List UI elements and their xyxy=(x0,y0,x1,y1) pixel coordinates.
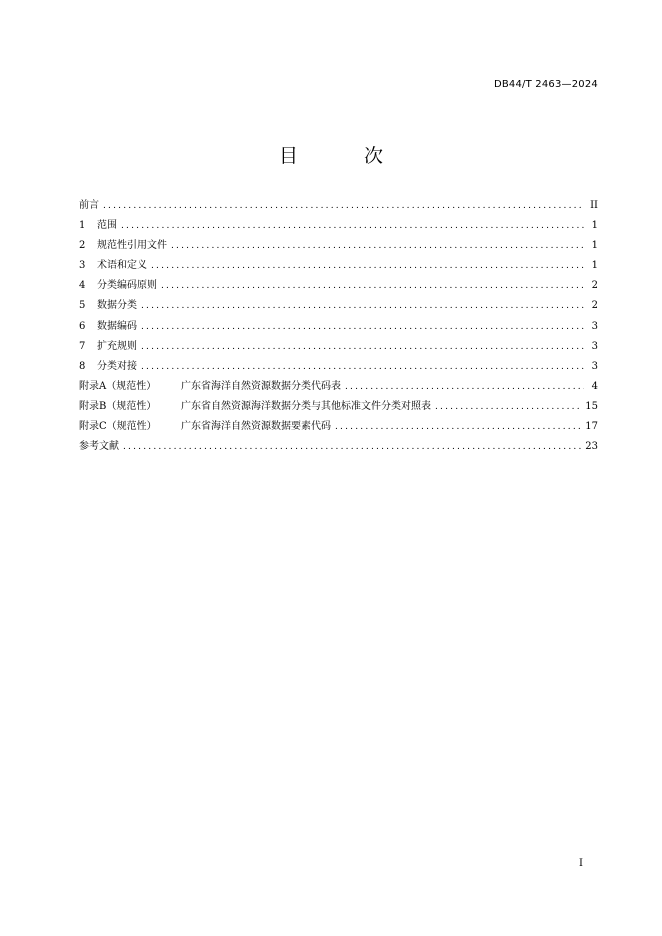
toc-leader-dots xyxy=(435,400,581,414)
toc-entry-number: 1 xyxy=(79,220,86,232)
toc-entry-label: 扩充规则 xyxy=(97,340,137,352)
toc-entry-label: 分类对接 xyxy=(97,360,137,372)
toc-entry-label: 广东省自然资源海洋数据分类与其他标准文件分类对照表 xyxy=(181,400,431,412)
toc-annex-designation: 附录A（规范性） xyxy=(79,380,157,392)
toc-entry-annex-b[interactable] xyxy=(79,400,598,420)
toc-entry-label: 范围 xyxy=(97,220,117,232)
toc-entry-label: 参考文献 xyxy=(79,441,119,453)
toc-entry-number: 3 xyxy=(79,260,86,272)
toc-title: 目 次 xyxy=(278,145,414,167)
table-of-contents xyxy=(79,199,598,460)
toc-entry-page: 3 xyxy=(591,320,598,332)
toc-entry-6[interactable] xyxy=(79,320,598,340)
toc-leader-dots xyxy=(141,360,584,374)
toc-entry-page: 17 xyxy=(585,421,598,433)
toc-entry-page: 2 xyxy=(591,280,598,292)
page-number: I xyxy=(579,858,583,869)
toc-leader-dots xyxy=(141,299,584,313)
toc-entry-number: 4 xyxy=(79,280,86,292)
toc-entry-4[interactable] xyxy=(79,279,598,299)
toc-entry-8[interactable] xyxy=(79,360,598,380)
toc-entry-number: 2 xyxy=(79,240,86,252)
toc-entry-page: 2 xyxy=(591,300,598,312)
toc-entry-1[interactable] xyxy=(79,219,598,239)
toc-entry-page: 4 xyxy=(591,380,598,392)
toc-entry-5[interactable] xyxy=(79,299,598,319)
toc-entry-page: 15 xyxy=(585,400,598,412)
toc-entry-label: 广东省海洋自然资源数据分类代码表 xyxy=(181,380,341,392)
toc-entry-foreword[interactable] xyxy=(79,199,598,219)
toc-entry-label: 术语和定义 xyxy=(97,260,147,272)
toc-entry-page: 23 xyxy=(585,441,598,453)
toc-leader-dots xyxy=(151,259,584,273)
toc-entry-annex-a[interactable] xyxy=(79,380,598,400)
toc-entry-page: 3 xyxy=(591,340,598,352)
toc-entry-page: 1 xyxy=(591,220,598,232)
toc-entry-references[interactable] xyxy=(79,440,598,460)
toc-entry-label: 广东省海洋自然资源数据要素代码 xyxy=(181,421,331,433)
toc-entry-page: 1 xyxy=(591,240,598,252)
toc-entry-annex-c[interactable] xyxy=(79,420,598,440)
toc-entry-2[interactable] xyxy=(79,239,598,259)
toc-annex-designation: 附录C（规范性） xyxy=(79,421,157,433)
toc-entry-number: 8 xyxy=(79,360,86,372)
document-code: DB44/T 2463—2024 xyxy=(493,79,598,90)
toc-leader-dots xyxy=(161,279,584,293)
toc-leader-dots xyxy=(103,199,584,213)
toc-entry-label: 分类编码原则 xyxy=(97,280,157,292)
toc-entry-number: 5 xyxy=(79,300,86,312)
toc-entry-label: 数据编码 xyxy=(97,320,137,332)
toc-leader-dots xyxy=(141,320,584,334)
toc-leader-dots xyxy=(335,420,581,434)
toc-leader-dots xyxy=(345,380,584,394)
toc-entry-label: 规范性引用文件 xyxy=(97,240,167,252)
toc-entry-page: 1 xyxy=(591,260,598,272)
toc-entry-3[interactable] xyxy=(79,259,598,279)
toc-leader-dots xyxy=(123,440,581,454)
toc-leader-dots xyxy=(171,239,584,253)
toc-entry-7[interactable] xyxy=(79,340,598,360)
toc-entry-label: 前言 xyxy=(79,200,99,211)
toc-entry-number: 6 xyxy=(79,320,86,332)
toc-entry-page: 3 xyxy=(591,360,598,372)
toc-entry-label: 数据分类 xyxy=(97,300,137,312)
toc-annex-designation: 附录B（规范性） xyxy=(79,400,157,412)
toc-leader-dots xyxy=(141,340,584,354)
toc-entry-number: 7 xyxy=(79,340,86,352)
toc-entry-page: II xyxy=(590,200,598,211)
toc-leader-dots xyxy=(121,219,584,233)
